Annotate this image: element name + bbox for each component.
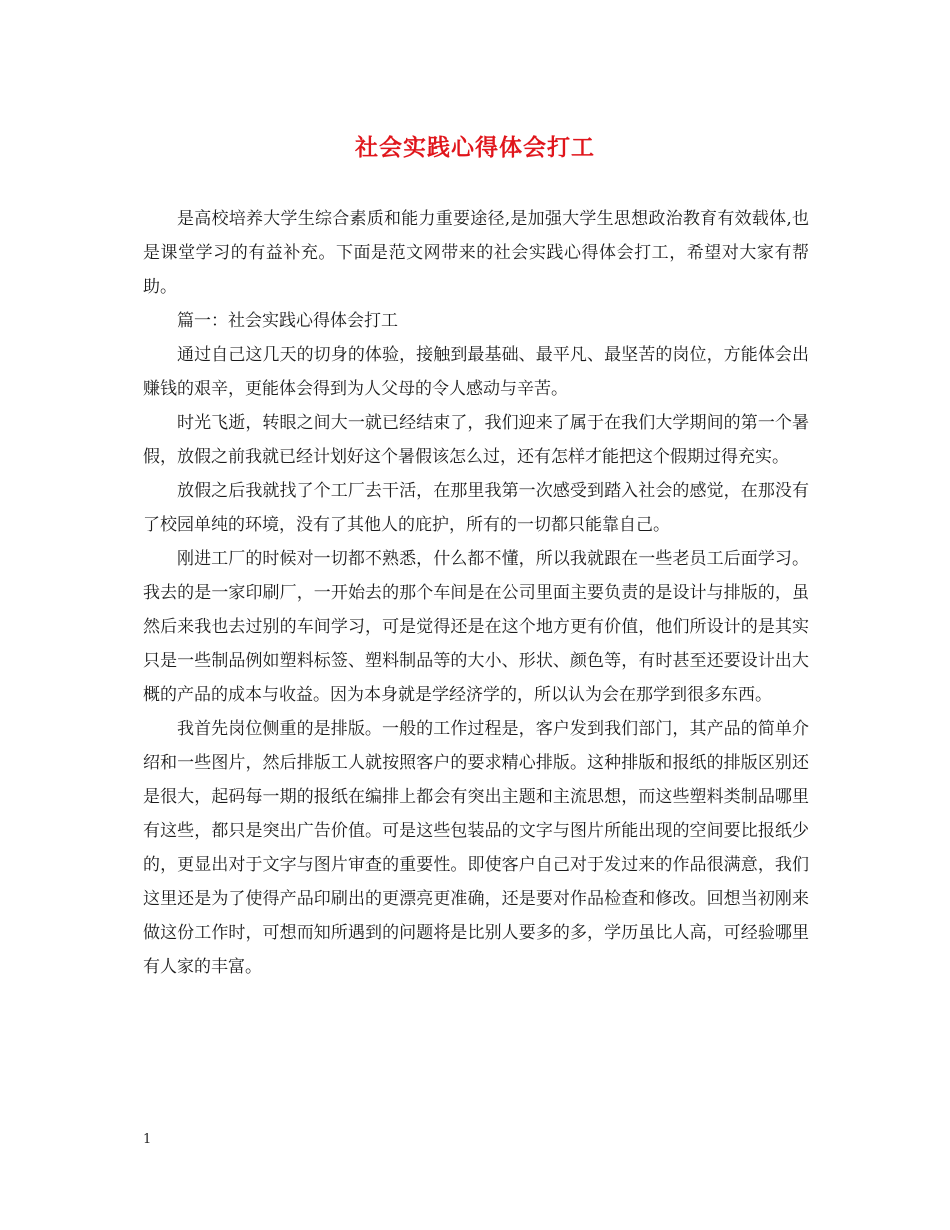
paragraph: 时光飞逝，转眼之间大一就已经结束了，我们迎来了属于在我们大学期间的第一个暑假，放假之前我就已经计划好这个暑假该怎么过，还有怎样才能把这个假期过得充实。 [143, 413, 809, 467]
paragraph-intro: 是高校培养大学生综合素质和能力重要途径,是加强大学生思想政治教育有效载体,也是课堂学习的有益补充。下面是范文网带来的社会实践心得体会打工，希望对大家有帮助。 [143, 209, 809, 297]
page-number: 1 [143, 1132, 152, 1147]
paragraph: 我首先岗位侧重的是排版。一般的工作过程是，客户发到我们部门，其产品的简单介绍和一些图片，然后排版工人就按照客户的要求精心排版。这种排版和报纸的排版区别还是很大，起码每一期的报纸在编排上都会有突出主题和主流思想，而这些塑料类制品哪里有这些，都只是突出广告价值。可是这些包装品的文字与图片所能出现的空间要比报纸少的，更显出对于文字与图片审查的重要性。即使客户自己对于发过来的作品很满意，我们这里还是为了使得产品印刷出的更漂亮更准确，还是要对作品检查和修改。回想当初刚来做这份工作时，可想而知所遇到的问题将是比别人要多的多，学历虽比人高，可经验哪里有人家的丰富。 [143, 719, 809, 977]
paragraph: 刚进工厂的时候对一切都不熟悉，什么都不懂，所以我就跟在一些老员工后面学习。我去的是一家印刷厂，一开始去的那个车间是在公司里面主要负责的是设计与排版的，虽然后来我也去过别的车间学习，可是觉得还是在这个地方更有价值，他们所设计的是其实只是一些制品例如塑料标签、塑料制品等的大小、形状、颜色等，有时甚至还要设计出大概的产品的成本与收益。因为本身就是学经济学的，所以认为会在那学到很多东西。 [143, 549, 809, 705]
document-title: 社会实践心得体会打工 [355, 134, 595, 161]
paragraph: 通过自己这几天的切身的体验，接触到最基础、最平凡、最坚苦的岗位，方能体会出赚钱的艰辛，更能体会得到为人父母的令人感动与辛苦。 [143, 345, 809, 399]
paragraph: 放假之后我就找了个工厂去干活，在那里我第一次感受到踏入社会的感觉，在那没有了校园单纯的环境，没有了其他人的庇护，所有的一切都只能靠自己。 [143, 481, 809, 535]
document-body [143, 202, 809, 984]
section-heading: 篇一：社会实践心得体会打工 [177, 311, 398, 331]
